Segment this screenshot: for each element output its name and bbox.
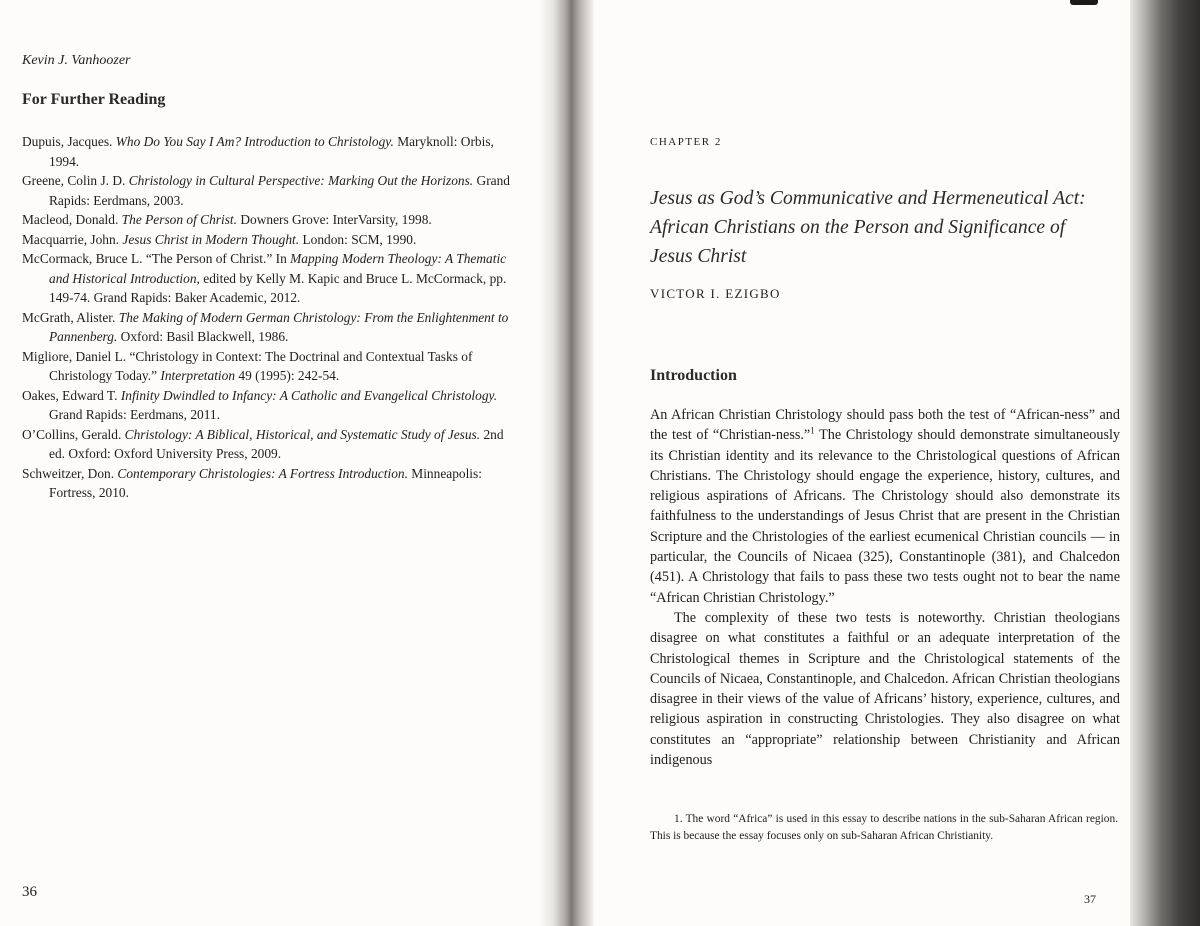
running-head: Kevin J. Vanhoozer bbox=[22, 53, 131, 68]
right-page bbox=[594, 0, 1130, 926]
reference-author: McGrath, Alister. bbox=[22, 309, 116, 325]
reference-entry bbox=[22, 132, 510, 171]
reading-list bbox=[22, 132, 510, 503]
reference-title: Contemporary Christologies: A Fortress Introduction. bbox=[117, 465, 408, 481]
reference-title: The Person of Christ. bbox=[121, 212, 237, 227]
paragraph: The complexity of these two tests is noteworthy. Christian theologians disagree on what constitutes a faithful or an adequate interpretation of the Christological themes in Scripture and the Christological statements of the Councils of Nicaea, Constantinople, and Chalcedon. African Christian theologians disagree in their views of the value of Africans’ history, experience, cultures, and religious aspiration in constructing Christologies. They also disagree on what constitutes an “appropriate” relationship between Christianity and African indigenous bbox=[650, 609, 1120, 769]
reference-title: Interpretation bbox=[160, 368, 236, 383]
footnote-reference: 1 bbox=[810, 425, 815, 436]
left-page bbox=[0, 0, 548, 926]
reference-author: McCormack, Bruce L. “The Person of Christ.” In bbox=[22, 251, 287, 266]
reference-author: O’Collins, Gerald. bbox=[22, 426, 122, 442]
reference-publication: 49 (1995): 242-54. bbox=[238, 368, 340, 383]
reference-title: Jesus Christ in Modern Thought. bbox=[122, 231, 300, 247]
reference-publication: Minneapolis: Fortress, 2010. bbox=[49, 465, 482, 500]
reference-author: Dupuis, Jacques. bbox=[22, 134, 113, 149]
reference-author: Greene, Colin J. D. bbox=[22, 173, 126, 188]
page-number: 36 bbox=[22, 884, 37, 900]
reference-entry bbox=[22, 249, 510, 308]
reference-title: Who Do You Say I Am? Introduction to Christology. bbox=[115, 134, 394, 149]
reference-publication: Maryknoll: Orbis, 1994. bbox=[49, 134, 494, 169]
reference-author: Macleod, Donald. bbox=[22, 212, 119, 227]
chapter-label: CHAPTER 2 bbox=[650, 136, 722, 148]
footnote: 1. The word “Africa” is used in this essay to describe nations in the sub-Saharan African region. This is because the essay focuses only on sub-Saharan African Christianity. bbox=[650, 813, 1118, 842]
chapter-author: VICTOR I. EZIGBO bbox=[650, 286, 781, 301]
reference-title: Christology: A Biblical, Historical, and Systematic Study of Jesus. bbox=[124, 426, 481, 442]
body-text bbox=[650, 405, 1120, 770]
paragraph-text: The Christology should demonstrate simultaneously its Christian identity and its relevance to the Christological questions of African Christians. The Christology should engage the experience, history, cultures, and religious aspirations of Africans. The Christology should also demonstrate its faithfulness to the understandings of Jesus Christ that are present in the Christian Scripture and the Christologies of the earliest ecumenical Christian councils — in particular, the Councils of Nicaea (325), Constantinople (381), and Chalcedon (451). A Christology that fails to pass these two tests ought not to bear the name “African Christian Christology.” bbox=[650, 427, 1121, 606]
book-gutter-shadow bbox=[540, 0, 594, 926]
reference-entry bbox=[22, 386, 510, 425]
reference-entry bbox=[22, 464, 510, 503]
page-number: 37 bbox=[1084, 892, 1096, 906]
reference-title: The Making of Modern German Christology: From the Enlightenment to Pannenberg. bbox=[49, 309, 509, 344]
reference-author: Schweitzer, Don. bbox=[22, 465, 115, 481]
reference-publication: Grand Rapids: Eerdmans, 2011. bbox=[49, 407, 220, 422]
reference-publication: London: SCM, 1990. bbox=[302, 231, 417, 247]
reference-entry bbox=[22, 230, 510, 250]
section-heading-further-reading: For Further Reading bbox=[22, 91, 166, 108]
scan-corner-mark bbox=[1070, 0, 1098, 5]
chapter-title: Jesus as God’s Communicative and Hermeneutical Act: African Christians on the Person and Significance of Jesus Christ bbox=[650, 188, 1086, 267]
reference-author: Migliore, Daniel L. “Christology in Context: The Doctrinal and Contextual Tasks of Christology Today.” bbox=[22, 348, 473, 383]
section-heading-introduction: Introduction bbox=[650, 367, 737, 384]
reference-publication: Downers Grove: InterVarsity, 1998. bbox=[240, 212, 432, 227]
reference-title: Mapping Modern Theology: A Thematic and Historical Introduction, bbox=[49, 251, 507, 286]
reference-title: Infinity Dwindled to Infancy: A Catholic and Evangelical Christology. bbox=[120, 387, 498, 403]
scanner-edge-shadow bbox=[1130, 0, 1200, 926]
reference-entry bbox=[22, 308, 510, 347]
reference-entry bbox=[22, 210, 510, 230]
reference-title: Christology in Cultural Perspective: Marking Out the Horizons. bbox=[128, 173, 474, 188]
reference-publication: edited by Kelly M. Kapic and Bruce L. McCormack, pp. 149-74. Grand Rapids: Baker Academic, 2012. bbox=[49, 270, 507, 305]
reference-entry bbox=[22, 347, 510, 386]
reference-publication: Oxford: Basil Blackwell, 1986. bbox=[120, 329, 289, 344]
reference-author: Oakes, Edward T. bbox=[22, 387, 118, 403]
paragraph-text: An African Christian Christology should pass both the test of “African-ness” and the test of “Christian-ness.” bbox=[650, 407, 1120, 444]
reference-author: Macquarrie, John. bbox=[22, 231, 120, 247]
reference-entry bbox=[22, 171, 510, 210]
reference-publication: 2nd ed. Oxford: Oxford University Press, 2009. bbox=[49, 426, 504, 461]
reference-entry bbox=[22, 425, 510, 464]
paragraph bbox=[650, 405, 1120, 608]
reference-publication: Grand Rapids: Eerdmans, 2003. bbox=[49, 173, 510, 208]
